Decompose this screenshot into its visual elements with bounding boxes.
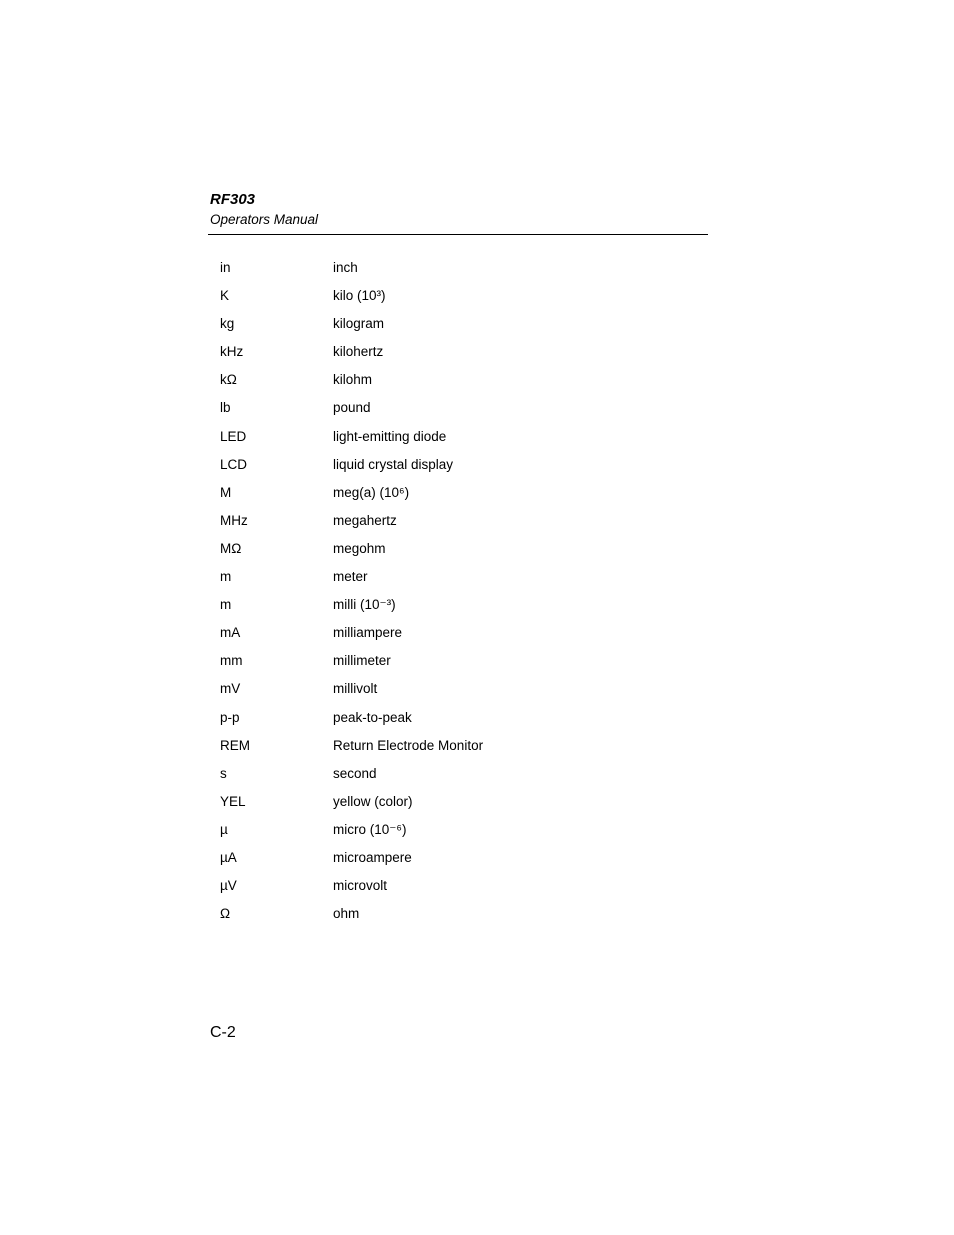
abbreviation-term: mV [220,681,241,697]
document-title: RF303 [210,191,256,208]
abbreviation-term: mA [220,625,241,641]
abbreviation-term: M [220,484,232,500]
abbreviation-row [220,593,708,621]
abbreviation-definition: milli (10⁻³) [333,597,396,613]
abbreviation-definition: microvolt [333,878,388,894]
abbreviation-term: µV [220,878,237,894]
abbreviation-definition: microampere [333,849,412,865]
page-header [210,190,708,230]
abbreviation-list [220,256,708,930]
abbreviation-row [220,425,708,453]
abbreviation-definition: liquid crystal display [333,456,454,472]
abbreviation-row [220,565,708,593]
abbreviation-row [220,396,708,424]
abbreviation-row [220,481,708,509]
abbreviation-definition: megohm [333,540,386,556]
abbreviation-term: LCD [220,456,248,472]
abbreviation-definition: pound [333,400,371,416]
abbreviation-definition: milliampere [333,625,403,641]
abbreviation-definition: second [333,765,377,781]
abbreviation-row [220,677,708,705]
abbreviation-definition: micro (10⁻⁶) [333,821,407,837]
abbreviation-definition: light-emitting diode [333,428,447,444]
abbreviation-row [220,284,708,312]
abbreviation-row [220,537,708,565]
abbreviation-term: kg [220,316,235,332]
abbreviation-definition: ohm [333,906,360,922]
abbreviation-row [220,256,708,284]
abbreviation-definition: meg(a) (10⁶) [333,484,410,500]
abbreviation-term: Ω [220,906,231,922]
abbreviation-row [220,902,708,930]
abbreviation-term: p-p [220,709,240,725]
abbreviation-definition: kilohertz [333,344,384,360]
abbreviation-definition: kilohm [333,372,373,388]
abbreviation-definition: meter [333,569,368,585]
abbreviation-term: in [220,260,231,275]
abbreviation-row [220,621,708,649]
abbreviation-row [220,453,708,481]
abbreviation-row [220,846,708,874]
abbreviation-term: µA [220,849,237,865]
abbreviation-row [220,874,708,902]
abbreviation-definition: millimeter [333,653,391,669]
abbreviation-term: MΩ [220,540,242,556]
abbreviation-definition: peak-to-peak [333,709,412,725]
header-divider [208,234,708,235]
page-number: C-2 [210,1024,236,1041]
abbreviation-term: lb [220,400,231,416]
abbreviation-row [220,762,708,790]
abbreviation-definition: yellow (color) [333,793,413,809]
abbreviation-row [220,818,708,846]
abbreviation-term: mm [220,653,243,669]
abbreviation-term: REM [220,737,250,753]
abbreviation-term: kΩ [220,372,237,388]
abbreviation-definition: kilo (10³) [333,288,386,304]
abbreviation-definition: inch [333,260,358,275]
abbreviation-row [220,340,708,368]
abbreviation-term: s [220,765,227,781]
abbreviation-term: m [220,569,232,585]
abbreviation-term: LED [220,428,247,444]
abbreviation-term: K [220,288,230,304]
abbreviation-row [220,790,708,818]
abbreviation-row [220,706,708,734]
abbreviation-definition: megahertz [333,512,397,528]
abbreviation-term: m [220,597,232,613]
document-subtitle: Operators Manual [210,212,319,227]
abbreviation-row [220,368,708,396]
abbreviation-row [220,734,708,762]
abbreviation-row [220,509,708,537]
abbreviation-term: kHz [220,344,244,360]
abbreviation-row [220,649,708,677]
abbreviation-term: MHz [220,512,248,528]
abbreviation-term: µ [220,821,228,837]
abbreviation-definition: kilogram [333,316,385,332]
abbreviation-definition: Return Electrode Monitor [333,737,484,753]
abbreviation-term: YEL [220,793,246,809]
abbreviation-definition: millivolt [333,681,378,697]
abbreviation-row [220,312,708,340]
